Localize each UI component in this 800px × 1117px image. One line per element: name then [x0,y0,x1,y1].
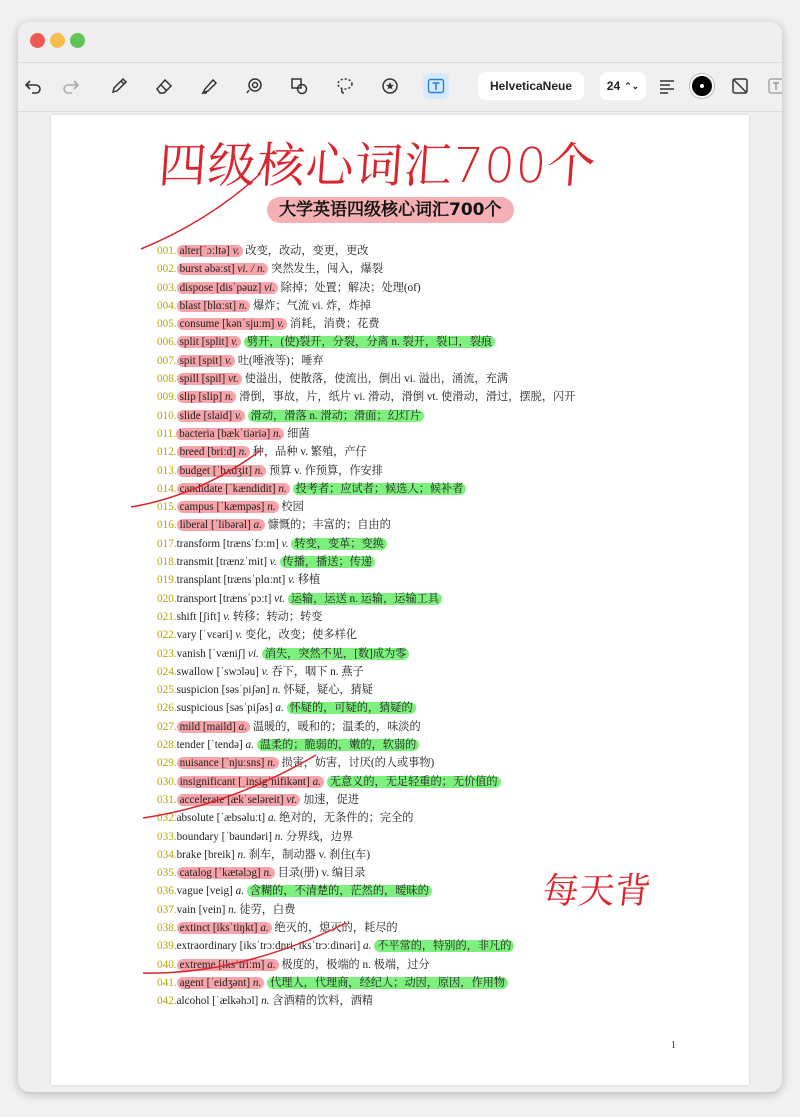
entry-number: 025. [157,684,177,697]
entry-definition: 目录(册) v. 编目录 [277,867,366,880]
entry-pos: v. [234,409,242,422]
entry-pos: v. [223,610,231,623]
entry-number: 020. [157,592,177,605]
entry-definition: 转变，变革；变换 [291,538,387,550]
entry-number: 004. [157,299,177,312]
color-picker[interactable] [689,73,715,99]
entry-word: spit [spit] [179,354,223,367]
entry-definition: 运输，运送 n. 运输，运输工具 [288,593,442,605]
entry-definition: 细菌 [287,427,310,440]
entry-definition: 不平常的，特别的，非凡的 [374,940,514,952]
entry-definition: 变化，改变；使多样化 [245,629,357,642]
entry-word: burst əbəːst] [179,263,235,276]
text-icon[interactable] [423,73,449,99]
entry-pos: a. [267,958,276,971]
entry-word: vague [veig] [176,885,233,898]
entry-word: spill [spil] [179,373,226,386]
entry-word: split [split] [179,336,229,349]
entry-word: extinct [iksˈtiŋkt] [179,921,258,934]
entry-pos: n. [272,684,281,697]
entry-definition: 种，品种 v. 繁殖，产仔 [252,446,367,459]
entry-definition: 滑动，滑落 n. 滑动；滑面；幻灯片 [248,410,425,422]
entry-definition: 突然发生，闯入，爆裂 [271,263,384,276]
entry-word: suspicious [səsˈpiʃəs] [176,702,273,715]
entry-number: 009. [157,391,177,404]
entry-word: slip [slip] [179,391,223,404]
entry-definition: 消失，突然不见，[数]成为零 [262,648,410,660]
entry-number: 032. [157,812,177,825]
entry-pos: vi. [264,281,275,294]
title-bar [18,22,782,62]
entry-number: 017. [157,537,177,550]
entry-number: 030. [157,775,177,788]
entry-pos: a. [267,812,277,825]
entry-word: vary [ˈvɛəri] [176,629,233,642]
app-window [18,22,782,1092]
entry-definition: 刹车，制动器 v. 刹住(车) [248,848,371,861]
entry-pos: vt. [286,793,298,806]
entry-number: 016. [157,519,177,532]
close-button[interactable] [30,33,45,48]
entry-pos: a. [275,702,284,715]
entry-pos: n. [238,446,247,459]
entry-number: 023. [157,647,177,660]
entry-number: 007. [157,354,177,367]
eraser-icon[interactable] [151,73,177,99]
entry-pos: v. [235,629,243,642]
entry-number: 022. [157,629,177,642]
entry-pos: v. [281,537,289,550]
entry-word: alter[ˈɔːltə] [179,245,230,257]
shapes-icon[interactable] [286,73,312,99]
entry-pos: n. [274,830,284,843]
entry-definition: 吐(唾液等)；唾弃 [237,354,324,367]
entry-definition: 爆炸；气流 vi. 炸，炸掉 [253,299,371,312]
entry-word: swallow [ˈswɔləu] [176,665,259,678]
font-name-selector[interactable]: HelveticaNeue [478,72,584,100]
entry-number: 041. [157,976,177,989]
entry-definition: 消耗，消费；花费 [289,318,380,331]
entry-word: transform [trænsˈfɔːm] [176,537,279,550]
entry-definition: 分界线，边界 [285,830,354,843]
pen-stroke [141,173,261,249]
entry-definition: 含糊的，不清楚的，茫然的，暧昧的 [247,885,432,897]
entry-number: 037. [157,903,177,916]
entry-word: mild [maild] [179,720,236,733]
undo-icon[interactable] [20,73,46,99]
entry-definition: 加速，促进 [303,793,360,806]
entry-definition: 转移；转动；转变 [232,610,323,623]
entry-number: 015. [157,501,177,514]
entry-word: vanish [ˈvæniʃ] [176,647,246,660]
entry-pos: n. [237,848,246,861]
entry-number: 024. [157,665,177,678]
entry-word: shift [ʃift] [176,610,221,623]
text-style-icon[interactable] [763,73,782,99]
entry-number: 034. [157,848,177,861]
entry-definition: 含酒精的饮料，酒精 [272,995,373,1008]
entry-word: brake [breik] [176,848,235,861]
entry-pos: n. [278,482,287,495]
entry-pos: a. [245,739,254,752]
font-size-selector[interactable] [600,72,646,100]
entry-number: 027. [157,720,177,733]
entry-definition: 代理人，代理商，经纪人；动因，原因，作用物 [267,977,508,989]
entry-number: 005. [157,318,177,331]
entry-word: alcohol [ˈælkəhɔl] [176,995,259,1008]
pen-stroke [143,755,316,818]
entry-pos: vt. [228,373,239,386]
document-subtitle: 大学英语四级核心词汇700个 [267,197,514,223]
lasso-shape-icon[interactable] [241,73,267,99]
entry-word: catalog [ˈkætəlɔg] [179,867,261,880]
entry-pos: a. [238,720,248,733]
entry-number: 026. [157,702,177,715]
entry-pos: a. [362,940,372,953]
entry-definition: 移植 [297,574,321,587]
entry-word: dispose [disˈpəuz] [179,281,262,294]
entry-pos: n. [238,299,248,312]
entry-number: 035. [157,867,177,880]
entry-definition: 劈开，(使)裂开，分裂，分离 n. 裂开，裂口，裂痕 [244,336,495,348]
entry-number: 039. [157,940,177,953]
entry-pos: v. [232,245,240,257]
minimize-button[interactable] [50,33,65,48]
entry-word: campus [ˈkæmpəs] [179,501,265,514]
entry-number: 038. [157,921,177,934]
redo-icon[interactable] [58,73,84,99]
entry-number: 013. [157,464,177,477]
entry-pos: n. [254,464,264,477]
entry-definition: 怀疑，疑心，猜疑 [283,684,373,697]
entry-definition: 损害，妨害，讨厌(的人或事物) [281,757,435,770]
entry-pos: a. [235,885,244,898]
entry-word: candidate [ˈkændidit] [179,482,276,495]
entry-number: 033. [157,830,177,843]
entry-pos: v. [261,665,269,678]
entry-pos: v. [224,354,232,367]
entry-number: 031. [157,793,177,806]
entry-definition: 投考者；应试者；候选人；候补者 [293,483,467,495]
entry-definition: 滑倒，事故，片，纸片 vi. 滑动，滑倒 vt. 使滑动，滑过，摆脱，闪开 [239,391,576,404]
handwritten-title: 四级核心词汇700个 [156,138,599,194]
chevron-updown-icon: ⌃⌄ [624,80,640,91]
entry-pos: vt. [274,592,286,605]
entry-word: agent [ˈeidʒənt] [179,976,251,989]
entry-definition: 吞下，咽下 n. 燕子 [271,665,364,678]
entry-word: transport [trænsˈpɔːt] [176,592,272,605]
entry-word: transmit [trænzˈmit] [176,556,267,569]
entry-definition: 温柔的；脆弱的，嫩的，软弱的 [257,739,420,751]
entry-definition: 慷慨的；丰富的；自由的 [267,519,391,532]
entry-number: 012. [157,446,177,459]
entry-definition: 徒劳，白费 [239,903,296,916]
entry-number: 042. [157,995,177,1008]
entry-definition: 极度的，极端的 n. 极端，过分 [281,958,430,971]
handwritten-note: 每天背 [540,871,653,912]
entry-number: 006. [157,336,177,349]
entry-word: blast [blɑːst] [179,299,237,312]
entry-word: consume [kənˈsjuːm] [179,318,275,331]
lasso-icon[interactable] [332,73,358,99]
entry-definition: 绝灭的，熄灭的，耗尽的 [274,921,398,934]
entry-pos: v. [288,574,296,587]
page-number: 1 [671,1040,676,1051]
entry-number: 003. [157,281,177,294]
entry-number: 021. [157,610,177,623]
entry-pos: n. [267,501,276,514]
entry-definition: 校园 [281,501,304,514]
entry-word: tender [ˈtendə] [176,739,243,752]
entry-definition: 使溢出，使散落，使流出，倒出 vi. 溢出，涌流，充满 [244,373,508,386]
entry-number: 011. [157,427,177,440]
pen-strokes [51,115,749,1085]
entry-number: 010. [157,409,177,422]
entry-number: 014. [157,482,177,495]
pen-icon[interactable] [106,73,132,99]
entry-pos: a. [260,921,269,934]
color-swatch [690,74,714,98]
highlighter-icon[interactable] [196,73,222,99]
entry-pos: v. [277,318,285,331]
entry-pos: n. [263,867,272,880]
entry-word: vain [vein] [176,903,226,916]
entry-definition: 绝对的，无条件的；完全的 [279,812,414,825]
entry-pos: n. [267,757,276,770]
font-size-value: 24 [606,79,621,93]
entry-pos: n. [224,391,234,404]
entry-word: extreme [iksˈtriːm] [179,958,265,971]
entry-pos: a. [312,775,321,788]
no-fill-icon[interactable] [727,73,753,99]
annotation-toolbar [18,62,782,112]
pen-stroke [143,923,346,973]
entry-pos: n. [272,427,282,440]
entry-number: 028. [157,739,177,752]
entry-pos: n. [252,976,262,989]
pen-stroke [131,450,264,507]
entry-definition: 预算 v. 作预算，作安排 [268,464,383,477]
entry-word: bacteria [bækˈtiəriə] [179,427,271,440]
entry-word: transplant [trænsˈplɑːnt] [176,574,286,587]
entry-word: accelerate [ækˈseləreit] [179,793,284,806]
entry-word: budget [ˈbʌdʒit] [179,464,252,477]
entry-pos: a. [253,519,262,532]
entry-word: slide [slaid] [179,409,233,422]
entry-number: 008. [157,373,177,386]
entry-pos: v. [269,556,277,569]
entry-pos: v. [231,336,239,349]
entry-word: extraordinary [iksˈtrɔːdnri, iksˈtrɔːdinəri] [176,940,361,953]
entry-word: boundary [ˈbaundəri] [176,830,272,843]
entry-word: insignificant [ˌinsigˈnifikənt] [179,775,310,788]
entry-word: nuisance [ˈnjuːsns] [179,757,265,770]
entry-definition: 怀疑的，可疑的，猜疑的 [287,702,416,714]
entry-word: absolute [ˈæbsəluːt] [176,812,266,825]
entry-number: 001. [157,245,177,257]
entry-pos: n. [261,995,270,1008]
entry-definition: 除掉；处置；解决；处理(of) [280,281,421,294]
entry-pos: vi. [248,647,259,660]
entry-number: 019. [157,574,177,587]
entry-number: 002. [157,263,177,276]
entry-number: 029. [157,757,177,770]
entry-pos: n. [228,903,237,916]
entry-pos: vi. / n. [237,263,266,276]
entry-word: liberal [ˈlibərəl] [179,519,251,532]
entry-word: breed [briːd] [179,446,236,459]
entry-number: 018. [157,556,177,569]
document-page[interactable] [51,115,749,1085]
entry-number: 040. [157,958,177,971]
align-left-icon[interactable] [654,73,680,99]
entry-definition: 改变，改动，变更，更改 [245,245,369,257]
entry-definition: 传播，播送；传递 [280,556,376,568]
zoom-button[interactable] [70,33,85,48]
entry-definition: 温暖的，暖和的；温柔的，味淡的 [252,720,421,733]
entry-number: 036. [157,885,177,898]
entry-word: suspicion [səsˈpiʃən] [176,684,270,697]
sticker-icon[interactable] [377,73,403,99]
entry-definition: 无意义的，无足轻重的；无价值的 [327,776,501,788]
